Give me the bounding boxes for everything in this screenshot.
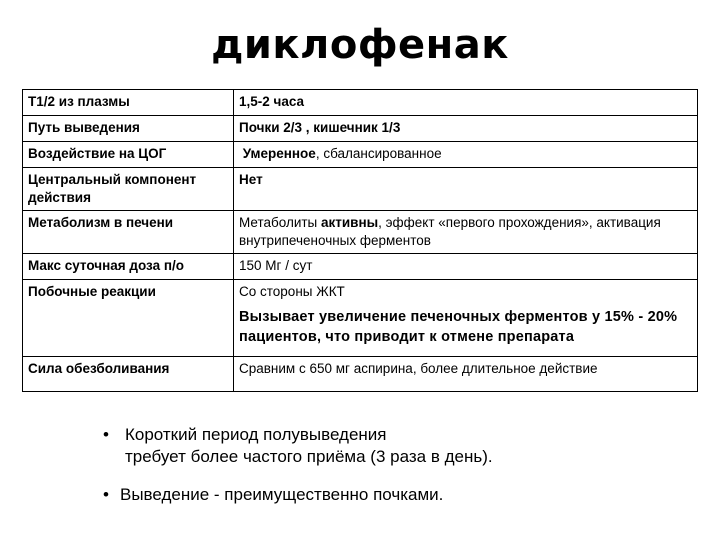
table-row bbox=[23, 254, 698, 280]
value-line-emphasis: Вызывает увеличение печеночных ферментов у 15% - 20% пациентов, что приводит к отмене препарата bbox=[239, 309, 678, 345]
value-emphasis: активны bbox=[321, 215, 379, 230]
list-item bbox=[103, 424, 493, 468]
row-label: Побочные реакции bbox=[23, 280, 234, 357]
value-line: Со стороны ЖКТ bbox=[239, 284, 345, 299]
row-value: 1,5-2 часа bbox=[234, 90, 698, 116]
list-item bbox=[103, 484, 443, 506]
note-line: Короткий период полувыведения bbox=[125, 425, 387, 444]
drug-properties-table bbox=[22, 89, 698, 392]
table-row bbox=[23, 90, 698, 116]
row-label: Макс суточная доза п/о bbox=[23, 254, 234, 280]
row-label: Т1/2 из плазмы bbox=[23, 90, 234, 116]
row-label: Метаболизм в печени bbox=[23, 211, 234, 254]
row-value bbox=[234, 142, 698, 168]
row-value: Нет bbox=[234, 168, 698, 211]
table-row bbox=[23, 168, 698, 211]
table-row bbox=[23, 142, 698, 168]
value-rest: , эффект «первого прохождения», активация внутрипеченочных ферментов bbox=[239, 215, 661, 248]
row-label: Воздействие на ЦОГ bbox=[23, 142, 234, 168]
value-emphasis: Умеренное bbox=[242, 146, 316, 161]
row-value bbox=[234, 280, 698, 357]
row-value: 150 Мг / сут bbox=[234, 254, 698, 280]
table-row bbox=[23, 280, 698, 357]
note-line: Выведение - преимущественно почками. bbox=[120, 485, 444, 504]
value-pre: Метаболиты bbox=[239, 215, 321, 230]
table-row bbox=[23, 116, 698, 142]
table-row bbox=[23, 211, 698, 254]
bullet: • bbox=[103, 485, 109, 504]
slide-title: диклофенак bbox=[211, 22, 509, 68]
row-label: Центральный компонент действия bbox=[23, 168, 234, 211]
row-label: Путь выведения bbox=[23, 116, 234, 142]
value-rest: , сбалансированное bbox=[315, 146, 442, 161]
row-label: Сила обезболивания bbox=[23, 357, 234, 392]
bullet: • bbox=[103, 425, 109, 444]
table-row bbox=[23, 357, 698, 392]
note-line: требует более частого приёма (3 раза в день). bbox=[125, 447, 493, 466]
row-value: Почки 2/3 , кишечник 1/3 bbox=[234, 116, 698, 142]
row-value bbox=[234, 211, 698, 254]
row-value: Сравним с 650 мг аспирина, более длительное действие bbox=[234, 357, 698, 392]
